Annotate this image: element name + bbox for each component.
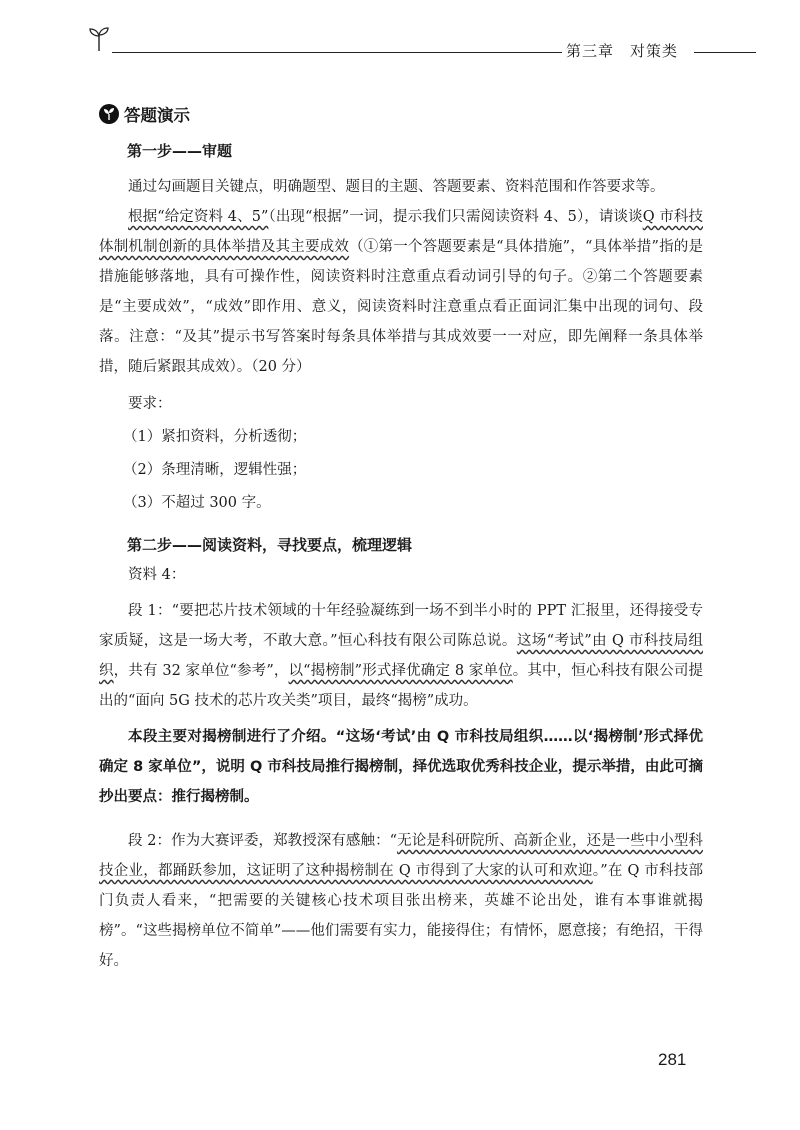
section-title: 答题演示	[124, 106, 190, 125]
requirement-item: （1）紧扣资料，分析透彻；	[123, 429, 307, 445]
question-ref-underlined: 根据“给定资料 4、5”	[128, 209, 269, 225]
header-rule-left	[112, 52, 562, 53]
material-label: 资料 4：	[128, 567, 186, 583]
sprout-badge-icon	[99, 104, 119, 124]
underlined-point: 无论是科研院所、高新企业，还是一些中小型科技企业，都踊跃参加，这证明了这种揭榜制在 Q 市得到了大家的认可和欢迎	[99, 833, 704, 879]
page-body	[99, 96, 703, 976]
underlined-point: 以“揭榜制”形式择优确定 8 家单位	[288, 663, 513, 679]
page-number: 281	[658, 1050, 687, 1069]
step1-intro: 通过勾画题目关键点，明确题型、题目的主题、答题要素、资料范围和作答要求等。	[128, 179, 665, 195]
question-topic-underlined: Q 市科技体制机制创新的具体举措及其主要成效	[99, 209, 703, 255]
material-paragraph-2: 段 2：作为大赛评委，郑教授深有感触：“无论是科研院所、高新企业，还是一些中小型科技企业，都踊跃参加，这证明了这种揭榜制在 Q 市得到了大家的认可和欢迎。”在 Q 市科技部门负责人看来，“把需要的关键核心技术项目张出榜来，英雄不论出处，谁有本事谁就揭榜”。“这些揭榜单位不简单”——他们需要有实力，能接得住；有情怀，愿意接；有绝招，干得好。	[99, 833, 704, 969]
step1-question: 根据“给定资料 4、5”（出现“根据”一词，提示我们只需阅读资料 4、5），请谈谈Q 市科技体制机制创新的具体举措及其主要成效（①第一个答题要素是“具体措施”，“具体举措”指的是措施能够落地，具有可操作性，阅读资料时注意重点看动词引导的句子。②第二个答题要素是“主要成效”，“成效”即作用、意义，阅读资料时注意重点看正面词汇集中出现的词句、段落。注意：“及其”提示书写答案时每条具体举措与其成效要一一对应，即先阐释一条具体举措，随后紧跟其成效）。（20 分）	[99, 209, 703, 375]
requirement-item: （2）条理清晰，逻辑性强；	[123, 462, 307, 478]
header-rule-right	[694, 52, 756, 53]
step1-title: 第一步——审题	[127, 142, 233, 160]
material-paragraph-1: 段 1：“要把芯片技术领域的十年经验凝练到一场不到半小时的 PPT 汇报里，还得接受专家质疑，这是一场大考，不敢大意。”恒心科技有限公司陈总说。这场“考试”由 Q 市科技局组织，共有 32 家单位“参考”，以“揭榜制”形式择优确定 8 家单位。其中，恒心科技有限公司提出的“面向 5G 技术的芯片攻关类”项目，最终“揭榜”成功。	[99, 603, 704, 709]
analysis-paragraph: 本段主要对揭榜制进行了介绍。“这场‘考试’由 Q 市科技局组织……以‘揭榜制’形式择优确定 8 家单位”，说明 Q 市科技局推行揭榜制，择优选取优秀科技企业，提示举措，由此可摘抄出要点：推行揭榜制。	[99, 729, 703, 805]
underlined-point: 这场“考试”由 Q 市科技局组织	[99, 633, 703, 679]
requirement-item: （3）不超过 300 字。	[123, 495, 271, 511]
chapter-title: 第三章 对策类	[566, 42, 679, 60]
sprout-icon	[88, 26, 110, 52]
step2-title: 第二步——阅读资料，寻找要点，梳理逻辑	[127, 536, 413, 554]
requirements-label: 要求：	[128, 396, 172, 412]
section-heading	[99, 96, 703, 132]
page-header	[0, 0, 800, 70]
